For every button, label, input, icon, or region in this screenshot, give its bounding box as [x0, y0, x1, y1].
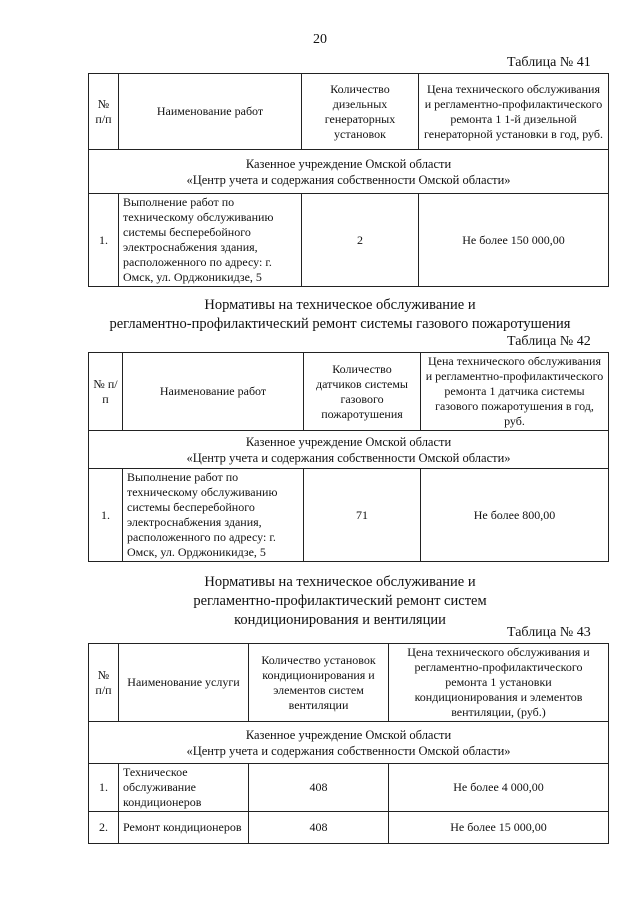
row-qty: 71 [304, 469, 421, 562]
table-42-caption: Таблица № 42 [507, 334, 591, 349]
table-row [89, 764, 609, 812]
table-43-caption: Таблица № 43 [507, 625, 591, 640]
table-row [89, 812, 609, 844]
table-header-row [89, 74, 609, 150]
header-cell-num: № п/п [89, 353, 123, 431]
row-name: Выполнение работ по техническому обслуживанию системы бесперебойного электроснабжения здания, расположенного по адресу: г. Омск, ул. Орджоникидзе, 5 [119, 194, 302, 287]
org-row [89, 722, 609, 764]
row-qty: 408 [249, 764, 389, 812]
table-43 [88, 643, 609, 844]
row-qty: 408 [249, 812, 389, 844]
page-number: 20 [313, 32, 327, 47]
section-title-line-2: регламентно-профилактический ремонт систем [193, 593, 487, 609]
row-num: 1. [89, 764, 119, 812]
org-cell [89, 722, 609, 764]
header-cell-qty: Количество дизельных генераторных установок [302, 74, 419, 150]
header-cell-price: Цена технического обслуживания и регламентно-профилактического ремонта 1 датчика системы газового пожаротушения в год, руб. [421, 353, 609, 431]
section-title-42 [60, 296, 620, 334]
org-cell [89, 431, 609, 469]
org-line-1: Казенное учреждение Омской области [245, 727, 452, 742]
org-line-2: «Центр учета и содержания собственности Омской области» [186, 450, 511, 465]
header-cell-price: Цена технического обслуживания и регламентно-профилактического ремонта 1 1-й дизельной генераторной установки в год, руб. [419, 74, 609, 150]
header-cell-name: Наименование услуги [119, 644, 249, 722]
table-41-caption: Таблица № 41 [507, 55, 591, 70]
header-cell-name: Наименование работ [119, 74, 302, 150]
table-header-row [89, 353, 609, 431]
section-title-line-1: Нормативы на техническое обслуживание и [204, 297, 476, 313]
table-row [89, 194, 609, 287]
row-num: 2. [89, 812, 119, 844]
section-title-line-2: регламентно-профилактический ремонт системы газового пожаротушения [109, 316, 571, 332]
org-line-1: Казенное учреждение Омской области [245, 156, 452, 171]
org-row [89, 431, 609, 469]
table-42 [88, 352, 609, 562]
row-price: Не более 15 000,00 [389, 812, 609, 844]
row-name: Ремонт кондиционеров [119, 812, 249, 844]
org-line-1: Казенное учреждение Омской области [245, 434, 452, 449]
header-cell-qty: Количество датчиков системы газового пожаротушения [304, 353, 421, 431]
row-name: Выполнение работ по техническому обслуживанию системы бесперебойного электроснабжения здания, расположенного по адресу: г. Омск, ул. Орджоникидзе, 5 [123, 469, 304, 562]
row-price: Не более 150 000,00 [419, 194, 609, 287]
section-title-43 [60, 573, 620, 630]
table-41 [88, 73, 609, 287]
section-title-line-3: кондиционирования и вентиляции [234, 612, 446, 628]
row-num: 1. [89, 194, 119, 287]
header-cell-price: Цена технического обслуживания и регламентно-профилактического ремонта 1 установки кондиционирования и элементов вентиляции, (руб.) [389, 644, 609, 722]
org-cell [89, 150, 609, 194]
org-row [89, 150, 609, 194]
row-name: Техническое обслуживание кондиционеров [119, 764, 249, 812]
section-title-line-1: Нормативы на техническое обслуживание и [204, 574, 476, 590]
org-line-2: «Центр учета и содержания собственности Омской области» [186, 172, 511, 187]
row-price: Не более 4 000,00 [389, 764, 609, 812]
header-cell-name: Наименование работ [123, 353, 304, 431]
org-line-2: «Центр учета и содержания собственности Омской области» [186, 743, 511, 758]
header-cell-num: № п/п [89, 644, 119, 722]
row-price: Не более 800,00 [421, 469, 609, 562]
row-qty: 2 [302, 194, 419, 287]
header-cell-num: № п/п [89, 74, 119, 150]
row-num: 1. [89, 469, 123, 562]
table-header-row [89, 644, 609, 722]
header-cell-qty: Количество установок кондиционирования и элементов систем вентиляции [249, 644, 389, 722]
table-row [89, 469, 609, 562]
